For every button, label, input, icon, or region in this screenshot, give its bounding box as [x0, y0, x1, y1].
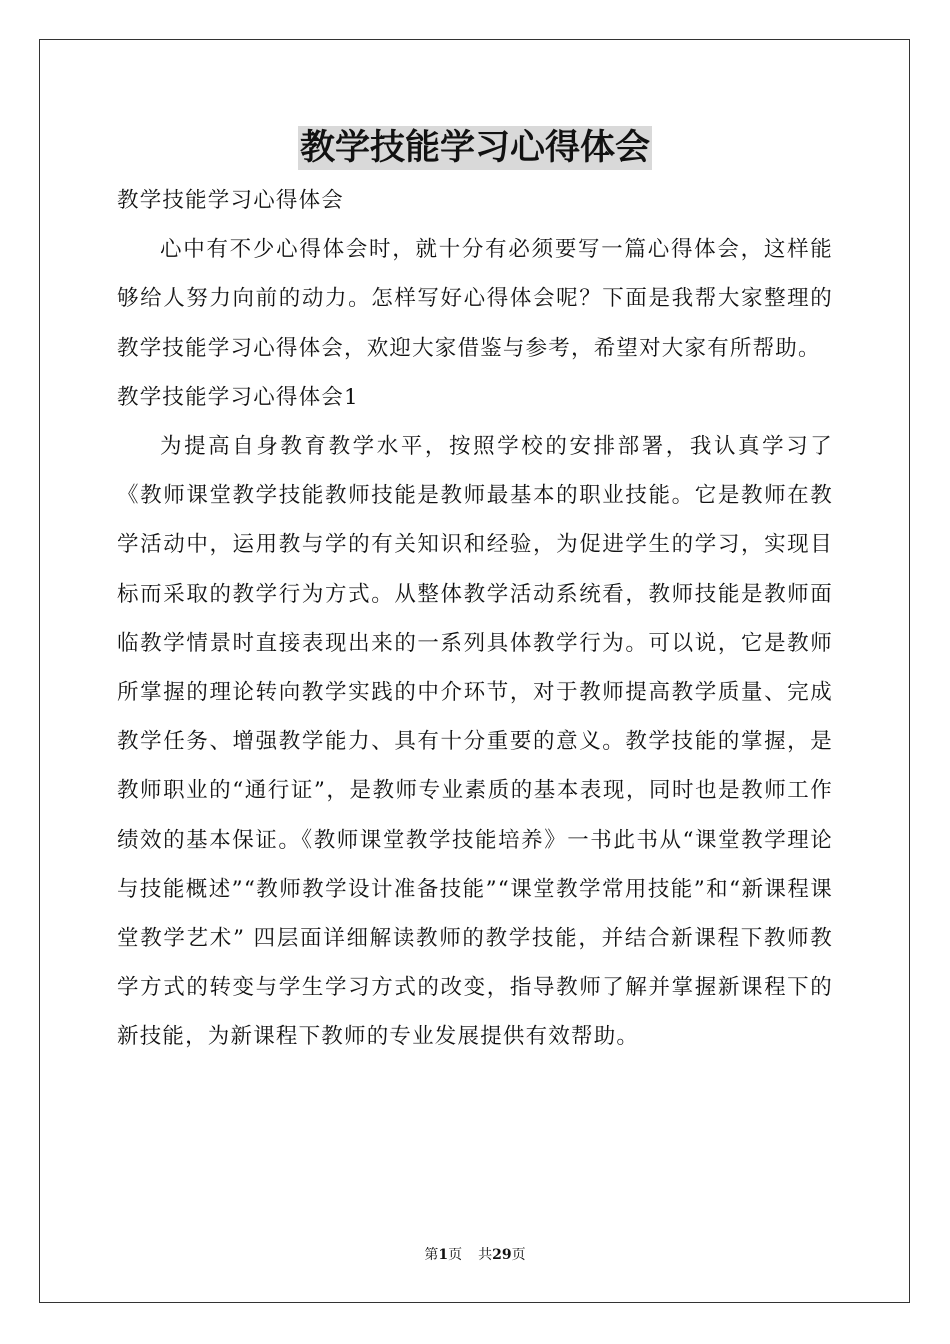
- document-body: [117, 176, 833, 1062]
- page-number: 1: [438, 1247, 449, 1263]
- page-footer: [0, 1246, 950, 1264]
- document-subtitle: 教学技能学习心得体会: [117, 188, 345, 213]
- document-title: 教学技能学习心得体会: [299, 128, 650, 168]
- intro-paragraph: 心中有不少心得体会时，就十分有必须要写一篇心得体会，这样能够给人努力向前的动力。怎样写好心得体会呢？下面是我帮大家整理的教学技能学习心得体会，欢迎大家借鉴与参考，希望对大家有所帮助。: [117, 237, 833, 361]
- document-title-block: [0, 126, 950, 170]
- page-prefix: 第: [424, 1247, 439, 1263]
- total-prefix: 共: [478, 1247, 493, 1263]
- total-pages: 29: [492, 1247, 512, 1263]
- page-suffix: 页: [448, 1247, 463, 1263]
- section-paragraph: 为提高自身教育教学水平，按照学校的安排部署，我认真学习了《教师课堂教学技能教师技能是教师最基本的职业技能。它是教师在教学活动中，运用教与学的有关知识和经验，为促进学生的学习，实现目标而采取的教学行为方式。从整体教学活动系统看，教师技能是教师面临教学情景时直接表现出来的一系列具体教学行为。可以说，它是教师所掌握的理论转向教学实践的中介环节，对于教师提高教学质量、完成教学任务、增强教学能力、具有十分重要的意义。教学技能的掌握，是教师职业的“通行证”，是教师专业素质的基本表现，同时也是教师工作绩效的基本保证。《教师课堂教学技能培养》一书此书从“课堂教学理论与技能概述”“教师教学设计准备技能”“课堂教学常用技能”和“新课程课堂教学艺术” 四层面详细解读教师的教学技能，并结合新课程下教师教学方式的转变与学生学习方式的改变，指导教师了解并掌握新课程下的新技能，为新课程下教师的专业发展提供有效帮助。: [117, 434, 833, 1050]
- section-heading: 教学技能学习心得体会1: [117, 384, 359, 410]
- total-suffix: 页: [511, 1247, 526, 1263]
